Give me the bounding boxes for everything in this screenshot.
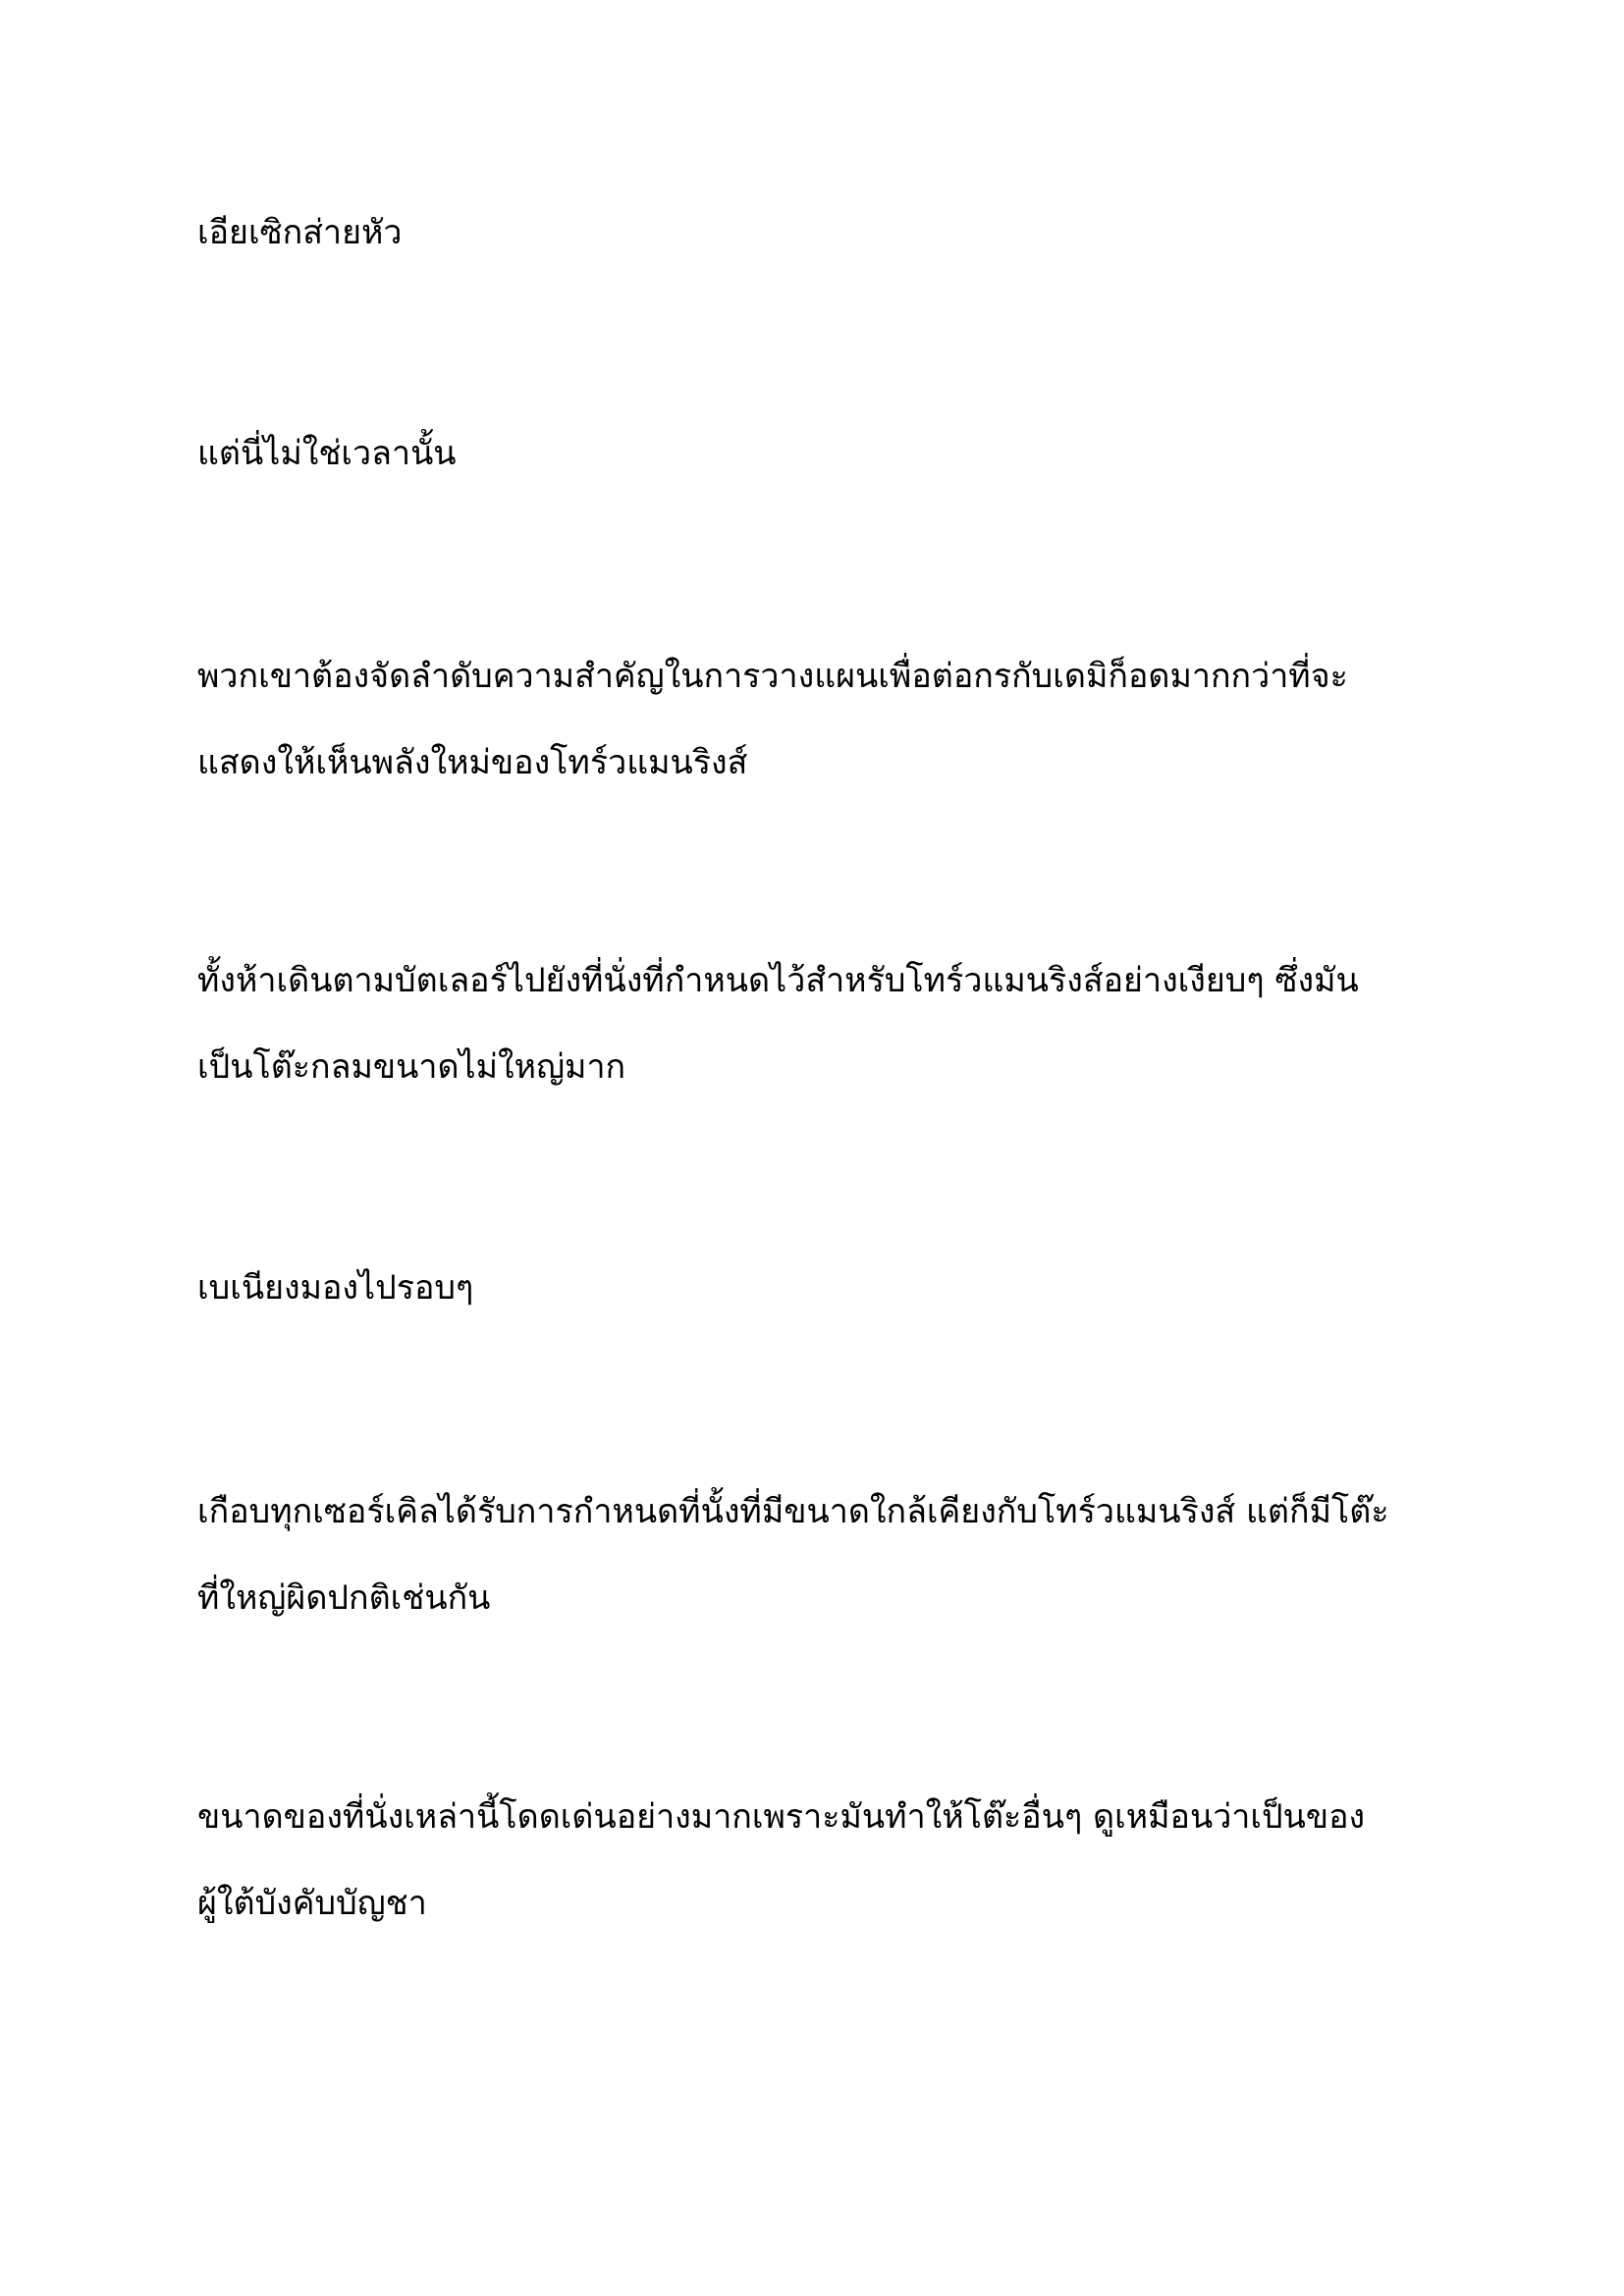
paragraph: เอียเซิกส่ายหัว: [197, 213, 403, 252]
paragraph: ขนาดของที่นั่งเหล่านี้โดดเด่นอย่างมากเพราะมันทำให้โต๊ะอื่นๆ ดูเหมือนว่าเป็นของ ผู้ใต้บังคับบัญชา: [197, 1797, 1366, 1923]
paragraph: พวกเขาต้องจัดลำดับความสำคัญในการวางแผนเพื่อต่อกรกับเดมิก็อดมากกว่าที่จะ แสดงให้เห็นพลังใหม่ของโทร์วแมนริงส์: [197, 657, 1348, 782]
paragraph: แต่นี่ไม่ใช่เวลานั้น: [197, 434, 457, 473]
paragraph: เบเนียงมองไปรอบๆ: [197, 1268, 474, 1308]
paragraph: ทั้งห้าเดินตามบัตเลอร์ไปยังที่นั่งที่กำหนดไว้สำหรับโทร์วแมนริงส์อย่างเงียบๆ ซึ่งมัน เป็นโต๊ะกลมขนาดไม่ใหญ่มาก: [197, 961, 1359, 1087]
paragraph: เกือบทุกเซอร์เคิลได้รับการกำหนดที่นั้งที่มีขนาดใกล้เคียงกับโทร์วแมนริงส์ แต่ก็มีโต๊ะ ที่ใหญ่ผิดปกติเช่นกัน: [197, 1492, 1389, 1618]
